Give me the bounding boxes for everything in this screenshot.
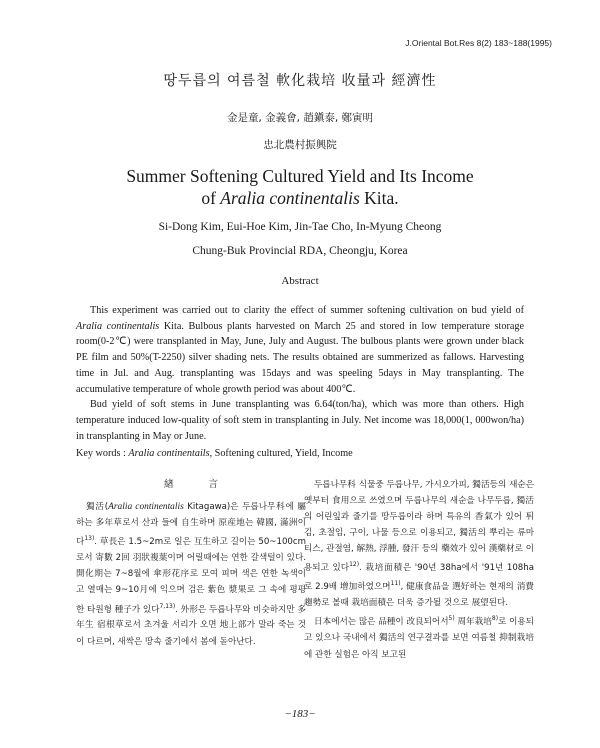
english-title-species: Aralia continentalis <box>220 188 360 208</box>
english-authors: Si-Dong Kim, Eui-Hoe Kim, Jin-Tae Cho, In-Myung Cheong <box>158 221 442 233</box>
abstract-heading: Abstract <box>281 275 319 287</box>
left-p1-ref2: 7,13) <box>159 602 176 610</box>
abstract-paragraph-2: Bud yield of soft stems in June transplanting was 6.64(ton/ha), which was more than others. High temperature induced low-quality of soft stem in transplanting in July. Net income was 18,000(1, 000won/ha) in transplanting in May or June. <box>76 399 524 442</box>
abstract-paragraph-1 <box>76 303 524 397</box>
journal-reference: J.Oriental Bot.Res 8(2) 183~188(1995) <box>405 38 552 48</box>
right-paragraph-1 <box>304 477 534 611</box>
right-p2-text-b: 周年栽培 <box>454 617 492 628</box>
keywords-label: Key words : <box>76 448 129 459</box>
body-column-right <box>304 477 534 663</box>
left-p1-text-d: . 外形은 두릅나무와 비슷하지만 多年生 宿根草로서 초겨울 서리가 오면 地上部가 말라 죽는 것이 다르며, 새싹은 땅속 줄기에서 봄에 돋아난다. <box>76 604 306 647</box>
left-p1-text-b: Kitagawa)은 두릅나무科에 屬하는 多年草로서 산과 들에 自生하며 原産地는 韓國, 滿洲이다 <box>76 502 306 548</box>
left-paragraph-1 <box>76 499 306 650</box>
page-number: −183− <box>284 708 316 720</box>
english-title-suffix: Kita. <box>359 188 399 208</box>
right-p1-ref1: 12) <box>349 561 360 569</box>
left-p1-text-c: . 草長은 1.5~2m로 일은 互生하고 길이는 50~100cm로서 寄數 2回 羽狀複葉이며 어릴때에는 연한 갈색털이 있다. 開化期는 7~8월에 傘形花序로 모여 피며 색은 연한 녹색이고 열매는 9~10月에 익으며 검은 紫色 漿果로 그 속에 평평한 타원형 種子가 있다 <box>76 537 306 615</box>
left-p1-text-a: 獨活( <box>86 502 109 513</box>
keywords <box>76 448 524 459</box>
right-p1-text-b: . 栽培面積은 '90년 38ha에서 '91년 108ha로 2.9배 增加하였으며 <box>304 563 534 593</box>
abstract-p1-text-b: Kita. Bulbous plants harvested on March 25 and stored in low temperature storage room(0-2℃) were transplanted in May, June, July and August. The bulbous plants were grown under black PE film and 50%(T-2250) silver shading nets. The results obtained are summerized as fallows. Harvesting time in Jul. and Aug. transplanting was 15days and was speeling 5days in May transplanting. The accumulative temperature of whole growth period was about 400℃. <box>76 320 524 395</box>
right-p1-ref2: 11) <box>390 580 401 588</box>
abstract-p1-text-a: This experiment was carried out to clarity the effect of summer softening cultivation on bud yield of <box>90 305 524 316</box>
keywords-rest: , Softening cultured, Yield, Income <box>209 448 353 459</box>
english-title-prefix: of <box>201 188 221 208</box>
body-column-left <box>76 477 306 650</box>
abstract-p1-species: Aralia continentalis <box>76 320 160 332</box>
korean-affiliation: 忠北農村振興院 <box>263 139 337 151</box>
english-title-line2 <box>0 187 600 209</box>
right-p2-text-c: 로 이용되고 있으나 국내에서 獨活의 연구결과를 보면 여름철 抑制栽培에 관한 실험은 아직 보고된 <box>304 617 534 660</box>
abstract-body <box>76 303 524 444</box>
english-title-line1: Summer Softening Cultured Yield and Its Income <box>126 166 474 186</box>
left-p1-ref1: 13) <box>84 535 95 543</box>
section-heading-introduction: 緖 言 <box>163 479 235 490</box>
right-p1-text-c: , 健康食品을 選好하는 현재의 消費趨勢로 볼때 栽培面積은 더욱 증가될 것으로 展望된다. <box>304 582 534 609</box>
korean-authors: 金是童, 金義會, 趙鎭泰, 鄭寅明 <box>226 112 374 124</box>
right-p2-text-a: 日本에서는 많은 品種이 改良되어서 <box>314 617 449 628</box>
english-affiliation: Chung-Buk Provincial RDA, Cheongju, Korea <box>192 245 408 257</box>
left-p1-species: Aralia continentalis <box>108 502 184 513</box>
english-title <box>0 165 600 209</box>
right-p2-ref1: 5) <box>448 615 455 623</box>
right-p2-ref2: 8) <box>491 615 499 623</box>
korean-title: 땅두릅의 여름철 軟化栽培 收量과 經濟性 <box>163 73 437 89</box>
keywords-species: Aralia continentails <box>128 448 210 459</box>
right-p1-text-a: 두릅나무科 식물중 두릅나무, 가시오가피, 獨活등의 새순은 옛부터 食用으로 쓰였으며 두릅나무의 새순을 나무두릅, 獨活의 어린잎과 줄기를 땅두릅이라 하며 특유의 香氣가 있어 튀김, 초절임, 구이, 나물 등으로 이용되고, 獨活의 뿌리는 류마티스, 관절염, 解熱, 浮腫, 發汗 등의 藥效가 있어 漢藥材로 이용되고 있다 <box>304 480 534 574</box>
right-paragraph-2 <box>304 611 534 662</box>
